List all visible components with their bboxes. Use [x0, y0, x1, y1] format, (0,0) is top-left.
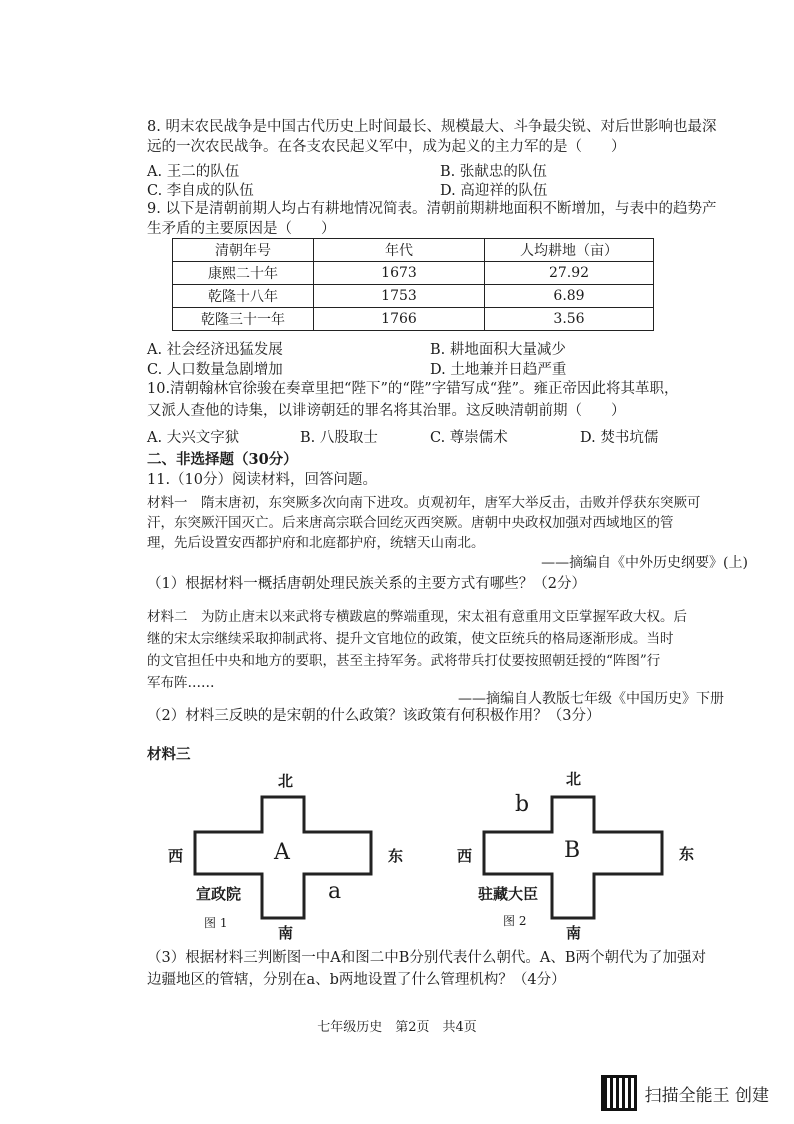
material1-line3: 理，先后设置安西都护府和北庭都护府，统辖天山南北。 — [147, 535, 485, 551]
q8-option-a: A. 王二的队伍 — [147, 164, 240, 180]
q11-sub1: （1）根据材料一概括唐朝处理民族关系的主要方式有哪些？（2分） — [147, 576, 586, 592]
section-title: 二、非选择题（30分） — [147, 451, 298, 468]
figure1-center-label: A — [274, 840, 290, 865]
figure1-caption: 图 1 — [204, 916, 228, 930]
figure1-south: 南 — [278, 924, 294, 942]
q10-stem-line1: 10.清朝翰林官徐骏在奏章里把“陛下”的“陛”字错写成“狴”。雍正帝因此将其革职， — [147, 381, 679, 397]
table-cell: 1673 — [314, 262, 485, 285]
table-cell: 6.89 — [485, 285, 654, 308]
q11-sub2: （2）材料三反映的是宋朝的什么政策？该政策有何积极作用？（3分） — [147, 708, 601, 724]
q9-option-a: A. 社会经济迅猛发展 — [147, 342, 283, 358]
table-row — [173, 285, 654, 308]
material2-line2: 继的宋太宗继续采取抑制武将、提升文官地位的政策，使文臣统兵的格局逐渐形成。当时 — [147, 631, 674, 647]
material2-line4: 军布阵…… — [147, 675, 215, 691]
q9-table — [172, 238, 654, 331]
q9-option-b: B. 耕地面积大量减少 — [430, 342, 566, 358]
q11-sub3-line1: （3）根据材料三判断图一中A和图二中B分别代表什么朝代。A、B两个朝代为了加强对 — [147, 950, 706, 966]
table-cell: 1766 — [314, 308, 485, 331]
material1-source: ——摘编自《中外历史纲要》(上) — [541, 555, 748, 571]
figure1-north: 北 — [278, 772, 294, 790]
figure2-north: 北 — [566, 770, 582, 788]
q9-stem-line2: 生矛盾的主要原因是（ ） — [147, 221, 336, 237]
material2-source: ——摘编自人教版七年级《中国历史》下册 — [458, 691, 724, 707]
q11-intro: 11.（10分）阅读材料，回答问题。 — [147, 472, 378, 488]
watermark-text: 扫描全能王 创建 — [644, 1085, 769, 1106]
table-cell: 乾隆十八年 — [173, 285, 314, 308]
table-cell: 1753 — [314, 285, 485, 308]
material1-line2: 汗，东突厥汗国灭亡。后来唐高宗联合回纥灭西突厥。唐朝中央政权加强对西域地区的管 — [147, 515, 674, 531]
q11-sub3-line2: 边疆地区的管辖，分别在a、b两地设置了什么管理机构？（4分） — [147, 972, 566, 988]
scanner-watermark — [601, 1075, 769, 1111]
q8-stem-line1: 8. 明末农民战争是中国古代历史上时间最长、规模最大、斗争最尖锐、对后世影响也最深 — [147, 119, 717, 135]
figure2-corner-label: 驻藏大臣 — [478, 885, 539, 903]
figure1-small-label: a — [328, 879, 342, 904]
figure2-west: 西 — [457, 847, 473, 865]
table-header-cell: 清朝年号 — [173, 239, 314, 262]
q9-stem-line1: 9. 以下是清朝前期人均占有耕地情况简表。清朝前期耕地面积不断增加，与表中的趋势产 — [147, 201, 717, 217]
q9-option-d: D. 土地兼并日趋严重 — [430, 362, 567, 378]
q10-option-d: D. 焚书坑儒 — [580, 430, 659, 446]
table-cell: 27.92 — [485, 262, 654, 285]
table-header-cell: 人均耕地（亩） — [485, 239, 654, 262]
q10-option-b: B. 八股取士 — [300, 430, 378, 446]
figure1-corner-label: 宣政院 — [196, 885, 242, 903]
table-cell: 3.56 — [485, 308, 654, 331]
q8-stem-line2: 远的一次农民战争。在各支农民起义军中，成为起义的主力军的是（ ） — [147, 139, 626, 155]
page-footer: 七年级历史 第2页 共4页 — [317, 1020, 477, 1035]
figure2-small-label: b — [515, 792, 530, 817]
table-header-row — [173, 239, 654, 262]
table-cell: 乾隆三十一年 — [173, 308, 314, 331]
table-header-cell: 年代 — [314, 239, 485, 262]
material2-line3: 的文官担任中央和地方的要职，甚至主持军务。武将带兵打仗要按照朝廷授的“阵图”行 — [147, 653, 661, 669]
material1-line1: 材料一 隋末唐初，东突厥多次向南下进攻。贞观初年，唐军大举反击，击败并俘获东突厥可 — [147, 495, 701, 511]
table-row — [173, 308, 654, 331]
qr-code-icon — [601, 1075, 637, 1111]
figure1-east: 东 — [388, 847, 404, 865]
q10-option-c: C. 尊崇儒术 — [430, 430, 508, 446]
q8-option-c: C. 李自成的队伍 — [147, 183, 254, 199]
q8-option-d: D. 高迎祥的队伍 — [440, 183, 548, 199]
q9-option-c: C. 人口数量急剧增加 — [147, 362, 283, 378]
material2-line1: 材料二 为防止唐末以来武将专横跋扈的弊端重现，宋太祖有意重用文臣掌握军政大权。后 — [147, 609, 687, 625]
figure1-west: 西 — [168, 847, 184, 865]
figure2-south: 南 — [566, 924, 582, 942]
q10-option-a: A. 大兴文字狱 — [147, 430, 240, 446]
figure2-center-label: B — [564, 838, 581, 863]
figure2-east: 东 — [679, 845, 695, 863]
figure2-caption: 图 2 — [503, 914, 527, 928]
table-cell: 康熙二十年 — [173, 262, 314, 285]
q8-option-b: B. 张献忠的队伍 — [440, 164, 547, 180]
table-row — [173, 262, 654, 285]
q10-stem-line2: 又派人查他的诗集，以诽谤朝廷的罪名将其治罪。这反映清朝前期（ ） — [147, 403, 626, 419]
material3-title: 材料三 — [147, 746, 191, 763]
